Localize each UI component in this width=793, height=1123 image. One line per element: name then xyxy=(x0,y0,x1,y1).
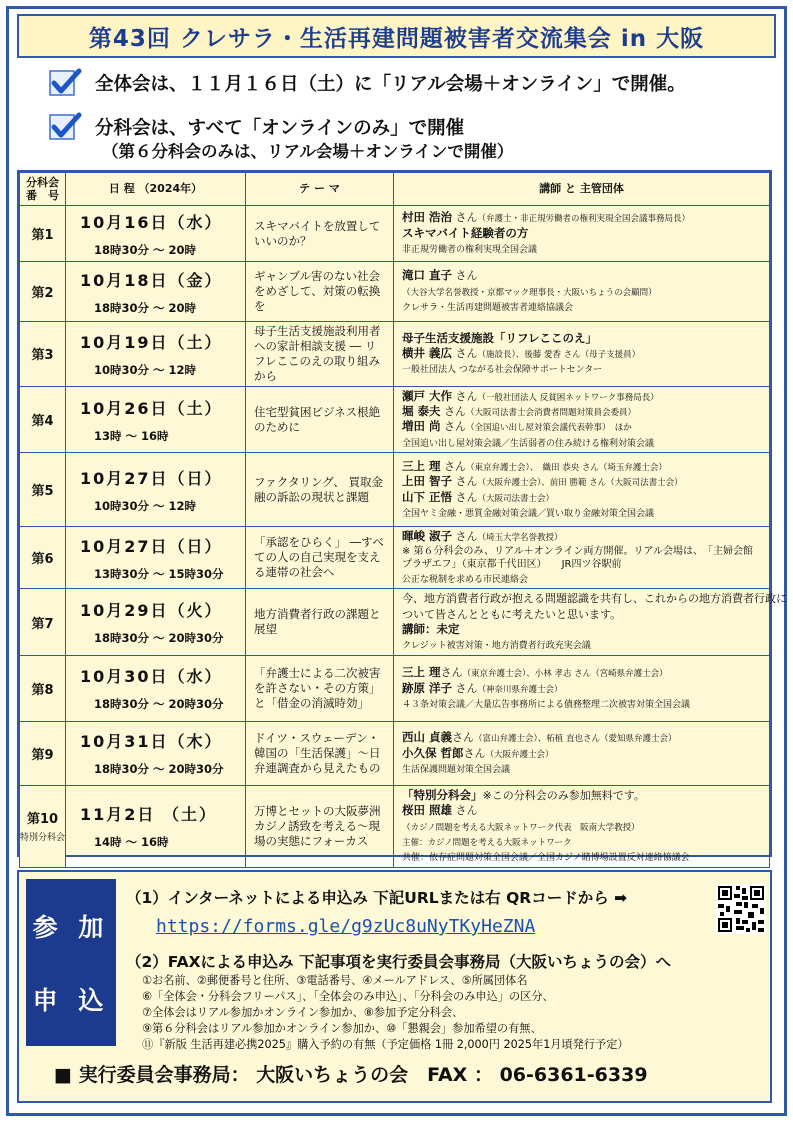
lecturer-line: 三上 理 さん（東京弁護士会）、 織田 恭央 さん（埼玉弁護士会） xyxy=(402,459,667,474)
table-row xyxy=(20,721,770,785)
application-panel xyxy=(17,870,772,1103)
lecturer-line: 西山 貞義さん（富山弁護士会）、柘植 直也さん（愛知県弁護士会） xyxy=(402,730,677,745)
apply-item: ⑦全体会はリアル参加かオンライン参加か、⑧参加予定分科会、 xyxy=(142,1005,464,1019)
lecturer-line: スキマバイト経験者の方 xyxy=(402,225,529,240)
host-organization: 公正な税制を求める市民連絡会 xyxy=(402,574,529,585)
host-organization: 全国ヤミ金融・悪質金融対策会議／買い取り金融対策全国会議 xyxy=(402,508,655,519)
lecturer-line: 主催：カジノ問題を考える大阪ネットワーク xyxy=(402,837,572,848)
schedule-table xyxy=(17,170,787,864)
session-lecturers xyxy=(394,322,770,387)
host-organization: クレジット被害対策・地方消費者行政充実会議 xyxy=(402,641,591,652)
lecturer-line: 小久保 哲郎さん（大阪弁護士会） xyxy=(402,745,554,760)
lecturer-line: 山下 正悟 さん（大阪司法書士会） xyxy=(402,489,555,504)
session-theme: ギャンブル害のない社会をめざして、対策の転換を xyxy=(246,262,394,322)
lecturer-line: 横井 義広 さん（施設長）、後藤 愛香 さん（母子支援員） xyxy=(402,346,641,361)
apply-item: ⑥「全体会・分科会フリーパス」、「全体会のみ申込」、「分科会のみ申込」の区分、 xyxy=(142,989,554,1003)
office-contact: ■ 実行委員会事務局： 大阪いちょうの会 FAX ： 06-6361-6339 xyxy=(54,1064,648,1086)
session-theme: 万博とセットの大阪夢洲カジノ誘致を考える～現場の実態にフォーカス xyxy=(246,785,394,867)
session-theme: 母子生活支援施設利用者への家計相談支援 ― リフレここのえの取り組みから xyxy=(246,322,394,387)
lecturer-line: 暉峻 淑子 さん（埼玉大学名誉教授） xyxy=(402,529,563,544)
session-time: 18時30分 ～ 20時30分 xyxy=(94,631,224,646)
session-note: ※ 第６分科会のみ、リアル＋オンライン両方開催。リアル会場は、 「主婦会館プラザエフ」（東京都千代田区） JR四ツ谷駅前 xyxy=(402,545,754,570)
session-time: 13時 ～ 16時 xyxy=(94,428,169,443)
session-date: 10月27日（日） 13時30分 ～ 15時30分 xyxy=(66,527,246,589)
table-row xyxy=(20,453,770,527)
lecturer-line: 桜田 照雄 さん xyxy=(402,803,478,818)
session-time: 10時30分 ～ 12時 xyxy=(94,498,197,513)
table-row xyxy=(20,206,770,262)
host-organization: 非正規労働者の権利実現全国会議 xyxy=(402,244,538,255)
session-number: 第6 xyxy=(20,527,66,589)
lecturer-line: 今、地方消費者行政が抱える問題認識を共有し、これからの地方消費者行政に xyxy=(402,592,787,606)
lecturer-line: 三上 理さん（東京弁護士会）、小林 孝志 さん（宮崎県弁護士会） xyxy=(402,665,668,680)
notice-plenary xyxy=(49,68,686,98)
page-title: 第43回 クレサラ・生活再建問題被害者交流集会 in 大阪 xyxy=(88,25,705,52)
lecturer-line: 母子生活支援施設「リフレここのえ」 xyxy=(402,330,598,345)
session-date: 10月19日（土） 10時30分 ～ 12時 xyxy=(66,322,246,387)
session-lecturers xyxy=(394,262,770,322)
special-session-tag: 特別分科会 xyxy=(20,833,66,844)
header-date: 日 程 （2024年） xyxy=(66,173,246,206)
session-lecturers xyxy=(394,386,770,453)
lecturer-line: ついて皆さんとともに考えたいと思います。 xyxy=(402,607,622,621)
apply-items xyxy=(142,973,629,1053)
session-date: 10月31日（木） 18時30分 ～ 20時30分 xyxy=(66,721,246,785)
header-num: 分科会 番 号 xyxy=(20,173,66,206)
session-number: 第3 xyxy=(20,322,66,387)
table-row xyxy=(20,386,770,453)
session-theme: 住宅型貧困ビジネス根絶のために xyxy=(246,386,394,453)
table-row xyxy=(20,655,770,721)
header-lecturer: 講師 と 主管団体 xyxy=(394,173,770,206)
table-row xyxy=(20,262,770,322)
qr-code-icon[interactable] xyxy=(716,884,766,934)
session-number: 第2 xyxy=(20,262,66,322)
session-theme: ファクタリング、 買取金融の訴訟の現状と課題 xyxy=(246,453,394,527)
lecturer-line: 増田 尚 さん（全国追い出し屋対策会議代表幹事） ほか xyxy=(402,419,632,434)
table-row xyxy=(20,322,770,387)
lecturer-line: 滝口 直子 さん xyxy=(402,268,478,283)
apply-item: ①お名前、②郵便番号と住所、③電話番号、④メールアドレス、⑤所属団体名 xyxy=(142,974,528,987)
session-time: 10時30分 ～ 12時 xyxy=(94,362,197,377)
session-theme: 地方消費者行政の課題と展望 xyxy=(246,589,394,656)
session-lecturers xyxy=(394,655,770,721)
lecturer-line: （カジノ問題を考える大阪ネットワーク代表 阪南大学教授） xyxy=(402,822,640,833)
session-number: 第7 xyxy=(20,589,66,656)
session-time: 18時30分 ～ 20時30分 xyxy=(94,762,224,777)
session-number: 第9 xyxy=(20,721,66,785)
apply-item: ⑪『新版 生活再建必携2025』購入予約の有無（予定価格 1冊 2,000円 2025年1月頃発行予定） xyxy=(142,1037,629,1051)
notice-sub: （第６分科会のみは、リアル会場＋オンラインで開催） xyxy=(102,142,514,161)
session-number: 第1 xyxy=(20,206,66,262)
table-row xyxy=(20,589,770,656)
session-date: 10月18日（金） 18時30分 ～ 20時 xyxy=(66,262,246,322)
title-banner xyxy=(17,14,776,58)
session-lecturers xyxy=(394,721,770,785)
check-icon xyxy=(49,112,81,142)
session-date: 10月27日（日） 10時30分 ～ 12時 xyxy=(66,453,246,527)
apply-item: ⑨第６分科会はリアル参加かオンライン参加か、⑩「懇親会」参加希望の有無、 xyxy=(142,1021,542,1035)
check-icon xyxy=(49,68,81,98)
apply-fax-text: （2）FAXによる申込み 下記事項を実行委員会事務局（大阪いちょうの会）へ xyxy=(126,953,671,971)
session-lecturers xyxy=(394,785,770,867)
session-date: 10月26日（土） 13時 ～ 16時 xyxy=(66,386,246,453)
host-organization: 生活保護問題対策全国会議 xyxy=(402,764,511,775)
apply-online-text: （1）インターネットによる申込み 下記URLまたは右 QRコードから ➡ xyxy=(126,889,628,907)
session-lecturers xyxy=(394,453,770,527)
table-header-row xyxy=(20,173,770,206)
notice-sessions-text: 分科会は、すべて「オンラインのみ」で開催 xyxy=(95,118,465,139)
lecturer-line: 村田 浩治 さん（弁護士・非正規労働者の権利実現全国会議事務局長） xyxy=(402,210,691,225)
lecturer-line: 瀬戸 大作 さん（一般社団法人 反貧困ネットワーク事務局長） xyxy=(402,388,659,403)
session-theme: スキマバイトを放置していいのか？ xyxy=(246,206,394,262)
session-theme: ドイツ・スウェーデン・韓国の「生活保護」～日弁連調査から見えたもの xyxy=(246,721,394,785)
session-date: 10月29日（火） 18時30分 ～ 20時30分 xyxy=(66,589,246,656)
table-row xyxy=(20,527,770,589)
notice-plenary-text: 全体会は、１１月１６日（土）に「リアル会場＋オンライン」で開催。 xyxy=(95,74,686,95)
session-date: 10月30日（水） 18時30分 ～ 20時30分 xyxy=(66,655,246,721)
session-lecturers xyxy=(394,589,787,656)
session-time: 14時 ～ 16時 xyxy=(94,835,169,850)
session-theme: 「承認をひらく」 ―すべての人の自己実現を支える連帯の社会へ xyxy=(246,527,394,589)
host-organization: 一般社団法人 つながる社会保障サポートセンター xyxy=(402,365,603,376)
table-row xyxy=(20,785,770,867)
session-number: 第5 xyxy=(20,453,66,527)
host-organization: ４３条対策会議／大量広告事務所による債務整理二次被害対策全国会議 xyxy=(402,699,691,710)
session-time: 18時30分 ～ 20時 xyxy=(94,242,197,257)
session-number: 第8 xyxy=(20,655,66,721)
header-theme: テ ー マ xyxy=(246,173,394,206)
session-time: 18時30分 ～ 20時30分 xyxy=(94,697,224,712)
host-organization: クレサラ・生活再建問題被害者連絡協議会 xyxy=(402,302,574,313)
lecturer-line: （大谷大学名誉教授・京都マック理事長・大阪いちょうの会顧問） xyxy=(402,287,657,298)
apply-label: 参 加 申 込 xyxy=(26,879,116,1046)
session-date: 11月2日 （土） 14時 ～ 16時 xyxy=(66,785,246,867)
apply-url-link[interactable]: https://forms.gle/g9zUc8uNyTKyHeZNA xyxy=(156,916,536,937)
lecturer-line: 上田 智子 さん（大阪弁護士会）、前田 勝範 さん（大阪司法書士会） xyxy=(402,474,683,489)
host-organization: 全国追い出し屋対策会議／生活弱者の住み続ける権利対策会議 xyxy=(402,438,655,449)
session-theme: 「弁護士による二次被害を許さない・その方策」と「借金の消滅時効」 xyxy=(246,655,394,721)
lecturer-line: 跡原 洋子 さん（神奈川県弁護士会） xyxy=(402,680,563,695)
session-lecturers xyxy=(394,206,770,262)
session-lecturers xyxy=(394,527,770,589)
session-number: 第4 xyxy=(20,386,66,453)
session-time: 13時30分 ～ 15時30分 xyxy=(94,566,224,581)
lecturer-line: 「特別分科会」※この分科会のみ参加無料です。 xyxy=(402,787,645,802)
host-organization: 共催：依存症問題対策全国会議／全国カジノ賭博場設置反対連絡協議会 xyxy=(402,853,690,864)
lecturer-line: 堀 泰夫 さん（大阪司法書士会消費者問題対策員会委員） xyxy=(402,404,637,419)
session-time: 18時30分 ～ 20時 xyxy=(94,300,197,315)
lecturer-line: 講師：未定 xyxy=(402,621,460,636)
session-number: 第10 特別分科会 xyxy=(20,785,66,867)
session-date: 10月16日（水） 18時30分 ～ 20時 xyxy=(66,206,246,262)
